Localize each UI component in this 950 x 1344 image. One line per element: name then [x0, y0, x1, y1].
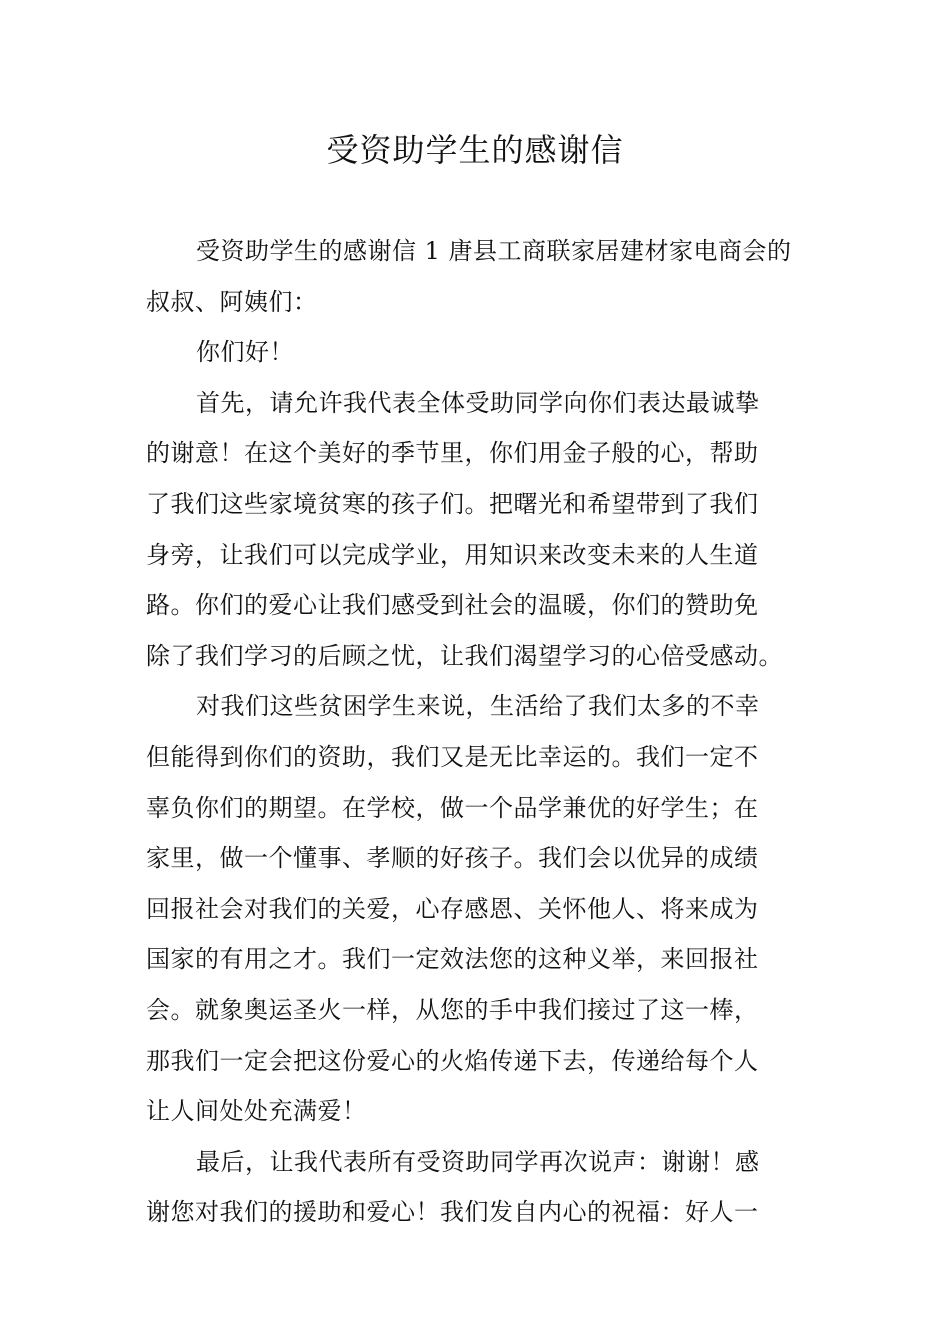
- text-line: 了我们这些家境贫寒的孩子们。把曙光和希望带到了我们: [146, 489, 759, 518]
- text-line: 辜负你们的期望。在学校，做一个品学兼优的好学生；在: [146, 793, 759, 822]
- text-line: 叔叔、阿姨们：: [146, 287, 318, 316]
- text-line: 除了我们学习的后顾之忧，让我们渴望学习的心倍受感动。: [146, 641, 783, 670]
- text-line: 那我们一定会把这份爱心的火焰传递下去，传递给每个人: [146, 1046, 759, 1075]
- text-line: 但能得到你们的资助，我们又是无比幸运的。我们一定不: [146, 742, 759, 771]
- text-line: 身旁，让我们可以完成学业，用知识来改变未来的人生道: [146, 540, 759, 569]
- text-line: 路。你们的爱心让我们感受到社会的温暖，你们的赞助免: [146, 591, 759, 620]
- text-line: 家里，做一个懂事、孝顺的好孩子。我们会以优异的成绩: [146, 844, 759, 873]
- text-line: 对我们这些贫困学生来说，生活给了我们太多的不幸: [196, 692, 760, 721]
- text-line: 国家的有用之才。我们一定效法您的这种义举，来回报社: [146, 945, 759, 974]
- document-title: 受资助学生的感谢信: [326, 131, 624, 169]
- text-line: 的谢意！在这个美好的季节里，你们用金子般的心，帮助: [146, 439, 759, 468]
- text-line: 最后，让我代表所有受资助同学再次说声：谢谢！感: [196, 1147, 760, 1176]
- text-line: 让人间处处充满爱！: [146, 1097, 367, 1126]
- text-line: 回报社会对我们的关爱，心存感恩、关怀他人、将来成为: [146, 894, 759, 923]
- text-line: 谢您对我们的援助和爱心！我们发自内心的祝福：好人一: [146, 1198, 759, 1227]
- text-line: 会。就象奥运圣火一样，从您的手中我们接过了这一棒，: [146, 995, 759, 1024]
- text-line: 受资助学生的感谢信 1 唐县工商联家居建材家电商会的: [196, 237, 792, 265]
- text-line: 首先，请允许我代表全体受助同学向你们表达最诚挚: [196, 388, 760, 417]
- text-line: 你们好！: [196, 338, 294, 367]
- letter-body: [146, 226, 808, 1238]
